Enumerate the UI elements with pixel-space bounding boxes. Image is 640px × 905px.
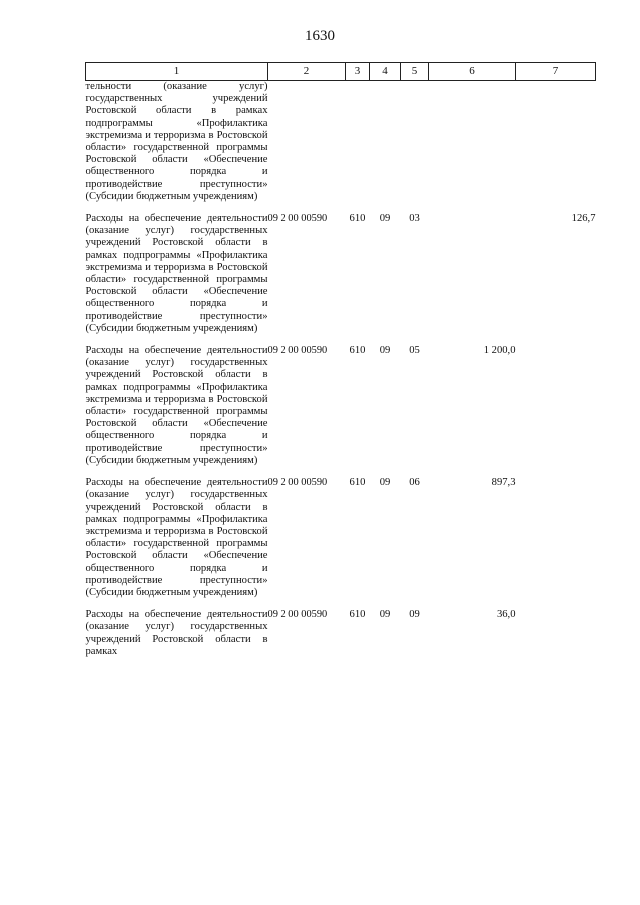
expense-type: [346, 81, 370, 204]
section-code: 09: [379, 477, 391, 489]
row-description: тельности (оказание услуг) государственных учреждений Ростовской области в рамках подпрограммы «Профилактика экстремизма и терроризма в Ростовской области» государственной программы Ростовской области «Обеспечение общественного порядка и противодействие преступности» (Субсидии бюджетным учреждениям): [85, 81, 268, 202]
column-header: 2: [268, 63, 346, 81]
target-code: 09 2 00 00590: [267, 609, 328, 621]
section-code: 09: [379, 345, 391, 357]
section-code: [370, 81, 401, 204]
column-header: 6: [429, 63, 516, 81]
target-code: 09 2 00 00590: [267, 477, 328, 489]
amount-col6: 897,3: [491, 477, 516, 489]
column-header: 5: [401, 63, 429, 81]
row-description: Расходы на обеспечение деятельности (оказание услуг) государственных учреждений Ростовской области в рамках подпрограммы «Профилактика экстремизма и терроризма в Ростовской области» государственной программы Ростовской области «Обеспечение общественного порядка и противодействие преступности» (Субсидии бюджетным учреждениям): [85, 345, 268, 466]
amount-col6: 36,0: [496, 609, 516, 621]
amount-col6: [429, 213, 516, 335]
target-code: 09 2 00 00590: [267, 345, 328, 357]
target-code: [268, 81, 346, 204]
section-code: 09: [379, 609, 391, 621]
amount-col7: [516, 81, 596, 204]
table-row: [86, 345, 596, 467]
row-description: Расходы на обеспечение деятельности (оказание услуг) государственных учреждений Ростовской области в рамках подпрограммы «Профилактика экстремизма и терроризма в Ростовской области» государственной программы Ростовской области «Обеспечение общественного порядка и противодействие преступности» (Субсидии бюджетным учреждениям): [85, 213, 268, 334]
page-number: 1630: [305, 28, 335, 44]
expense-type: 610: [349, 213, 366, 225]
section-code: 09: [379, 213, 391, 225]
row-description: Расходы на обеспечение деятельности (оказание услуг) государственных учреждений Ростовской области в рамках: [85, 609, 268, 657]
expense-type: 610: [349, 345, 366, 357]
table-row: [86, 477, 596, 599]
header-row: [86, 63, 596, 81]
expense-type: 610: [349, 609, 366, 621]
table-row: [86, 609, 596, 658]
subsection-code: 06: [409, 477, 420, 489]
table-row: [86, 81, 596, 204]
amount-col6: 1 200,0: [483, 345, 516, 357]
table-row: [86, 213, 596, 335]
row-description: Расходы на обеспечение деятельности (оказание услуг) государственных учреждений Ростовской области в рамках подпрограммы «Профилактика экстремизма и терроризма в Ростовской области» государственной программы Ростовской области «Обеспечение общественного порядка и противодействие преступности» (Субсидии бюджетным учреждениям): [85, 477, 268, 598]
column-header: 3: [346, 63, 370, 81]
expense-type: 610: [349, 477, 366, 489]
subsection-code: 03: [409, 213, 420, 225]
amount-col7: [516, 609, 596, 658]
column-header: 4: [370, 63, 401, 81]
subsection-code: [401, 81, 429, 204]
column-header: 1: [86, 63, 268, 81]
target-code: 09 2 00 00590: [267, 213, 328, 225]
amount-col6: [429, 81, 516, 204]
subsection-code: 09: [409, 609, 420, 621]
subsection-code: 05: [409, 345, 420, 357]
amount-col7: [516, 477, 596, 599]
column-header: 7: [516, 63, 596, 81]
amount-col7: 126,7: [571, 213, 596, 225]
amount-col7: [516, 345, 596, 467]
budget-table: [85, 62, 596, 658]
